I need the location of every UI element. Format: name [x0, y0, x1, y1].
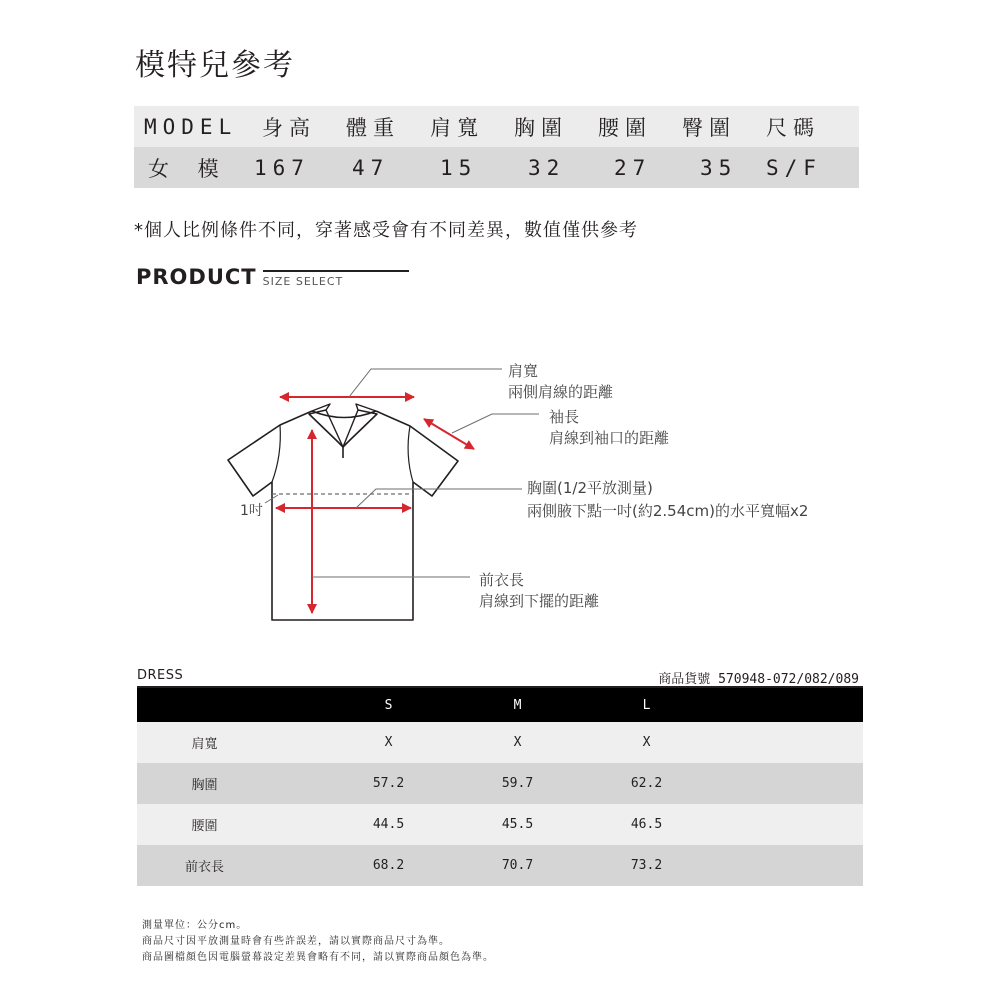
disclaimer-note: *個人比例條件不同，穿著感受會有不同差異，數值僅供參考 [134, 220, 638, 241]
product-title: PRODUCT [136, 265, 257, 289]
sleeve-label: 袖長 [549, 408, 580, 426]
row-label-waist: 腰圍 [191, 819, 218, 834]
table-cell: 62.2 [630, 776, 663, 791]
model-value-waist: 27 [614, 155, 652, 180]
footnote-measurement: 商品尺寸因平放測量時會有些許誤差，請以實際商品尺寸為準。 [142, 936, 450, 947]
shoulder-desc: 兩側肩線的距離 [508, 383, 614, 401]
length-desc: 肩線到下擺的距離 [479, 592, 600, 610]
table-row [137, 845, 863, 886]
shoulder-leader [349, 369, 502, 397]
table-cell: X [384, 735, 393, 750]
model-value-type: 女 模 [148, 156, 227, 181]
product-code: 商品貨號 570948-072/082/089 [658, 672, 859, 687]
sleeve-desc: 肩線到袖口的距離 [549, 429, 670, 447]
category-label: DRESS [137, 668, 184, 683]
model-value-shoulder: 15 [440, 155, 478, 180]
model-value-chest: 32 [528, 155, 566, 180]
footnotes [142, 918, 494, 966]
inch-label: 1吋 [240, 503, 263, 519]
model-header-hip: 臀圍 [682, 115, 736, 140]
model-reference-title: 模特兒參考 [135, 48, 295, 83]
table-cell: 73.2 [630, 858, 663, 873]
length-label: 前衣長 [479, 571, 525, 589]
model-header-model: MODEL [144, 114, 238, 139]
chest-label: 胸圍(1/2平放測量) [527, 479, 653, 497]
model-value-hip: 35 [700, 155, 738, 180]
sleeve-leader [452, 414, 539, 433]
table-cell: 45.5 [501, 817, 534, 832]
size-header-l: L [642, 697, 651, 713]
table-cell: 44.5 [372, 817, 405, 832]
table-cell: X [642, 735, 651, 750]
table-cell: 57.2 [372, 776, 405, 791]
size-table-header [137, 688, 863, 722]
table-row [137, 763, 863, 804]
chest-desc: 兩側腋下點一吋(約2.54cm)的水平寬幅x2 [527, 502, 809, 520]
footnote-color: 商品圖檔顏色因電腦螢幕設定差異會略有不同，請以實際商品顏色為準。 [142, 952, 494, 963]
table-cell: 70.7 [501, 858, 534, 873]
model-value-size: S/F [766, 155, 822, 180]
model-header-size: 尺碼 [766, 115, 820, 140]
shoulder-label: 肩寬 [508, 362, 539, 380]
model-header-weight: 體重 [346, 115, 400, 140]
footnote-unit: 測量單位：公分cm。 [142, 920, 248, 931]
size-select-subtitle: SIZE SELECT [262, 275, 344, 288]
model-value-height: 167 [254, 155, 310, 180]
table-cell: 46.5 [630, 817, 663, 832]
row-label-shoulder: 肩寬 [191, 737, 218, 752]
model-value-weight: 47 [352, 155, 390, 180]
table-row [137, 804, 863, 845]
table-cell: 68.2 [372, 858, 405, 873]
sleeve-arrow [424, 419, 474, 449]
row-label-length: 前衣長 [184, 860, 224, 875]
size-header-s: S [384, 697, 393, 713]
table-row [137, 722, 863, 763]
size-header-m: M [513, 697, 522, 713]
table-cell: X [513, 735, 522, 750]
chest-leader [356, 489, 522, 508]
size-table [137, 686, 863, 886]
model-header-height: 身高 [262, 115, 316, 140]
model-header-shoulder: 肩寬 [430, 115, 484, 140]
row-label-chest: 胸圍 [191, 778, 218, 793]
table-cell: 59.7 [501, 776, 534, 791]
model-header-chest: 胸圍 [514, 115, 568, 140]
model-header-waist: 腰圍 [598, 115, 652, 140]
